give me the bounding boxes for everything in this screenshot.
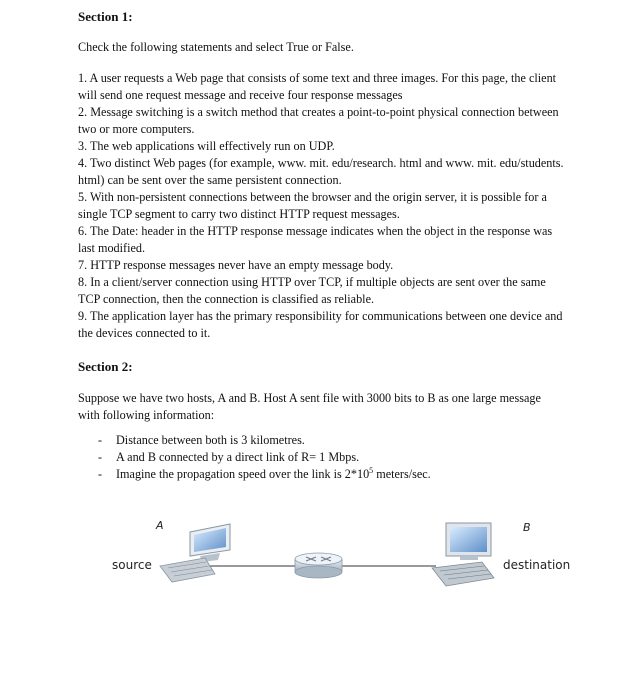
host-b-computer-icon — [432, 523, 494, 586]
question-1: 1. A user requests a Web page that consists of some text and three images. For this page, the client will send one request message and receive four response messages — [78, 71, 557, 102]
section-1-heading: Section 1: — [78, 9, 133, 24]
section-1-instruction: Check the following statements and select True or False. — [78, 40, 354, 54]
destination-label: destination — [503, 558, 571, 572]
question-4: 4. Two distinct Web pages (for example, www. mit. edu/research. html and www. mit. edu/students. html) can be sent over the same persistent connection. — [78, 156, 564, 187]
bullet-link-rate-text: A and B connected by a direct link of R= 1 Mbps. — [116, 450, 360, 464]
section-2-intro: Suppose we have two hosts, A and B. Host A sent file with 3000 bits to B as one large message with following information: — [78, 391, 541, 422]
host-a-computer-icon — [160, 524, 230, 582]
source-label: source — [112, 558, 152, 572]
question-8: 8. In a client/server connection using HTTP over TCP, if multiple objects are sent over the same TCP connection, then the connection is classified as reliable. — [78, 275, 546, 306]
bullet-dash: - — [98, 433, 103, 447]
question-9: 9. The application layer has the primary responsibility for communications between one device and the devices connected to it. — [78, 309, 563, 340]
question-3: 3. The web applications will effectively run on UDP. — [78, 139, 335, 153]
bullet-speed-post: meters/sec. — [373, 467, 431, 481]
question-5: 5. With non-persistent connections between the browser and the origin server, it is possible for a single TCP segment to carry two distinct HTTP request messages. — [78, 190, 547, 221]
bullet-dash: - — [98, 467, 103, 481]
host-a-label: A — [156, 519, 164, 532]
bullet-distance-text: Distance between both is 3 kilometres. — [116, 433, 305, 447]
bullet-speed-exponent: 5 — [369, 465, 374, 475]
question-6: 6. The Date: header in the HTTP response message indicates when the object in the response was last modified. — [78, 224, 553, 255]
section-2-heading: Section 2: — [78, 359, 133, 374]
bullet-speed-pre: Imagine the propagation speed over the link is 2*10 — [116, 467, 370, 481]
question-7: 7. HTTP response messages never have an empty message body. — [78, 258, 394, 272]
bullet-dash: - — [98, 450, 103, 464]
router-icon — [295, 553, 342, 578]
host-b-label: B — [523, 521, 531, 534]
question-2: 2. Message switching is a switch method that creates a point-to-point physical connection between two or more computers. — [78, 105, 559, 136]
